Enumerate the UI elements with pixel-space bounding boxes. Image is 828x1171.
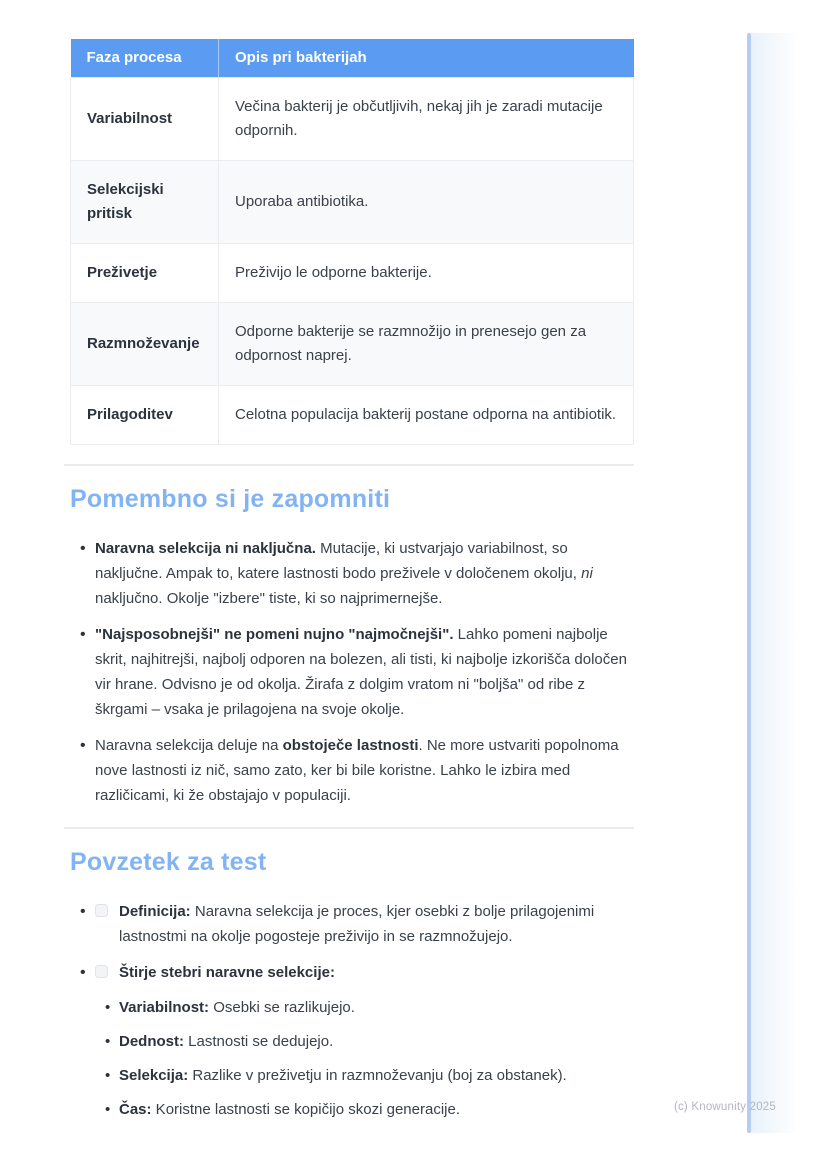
description-cell: Uporaba antibiotika. <box>219 161 634 244</box>
phase-cell: Prilagoditev <box>71 386 219 445</box>
bullet-icon: • <box>80 540 86 557</box>
bullet-icon: • <box>80 903 86 920</box>
table-row <box>71 161 634 244</box>
phase-cell: Selekcijski pritisk <box>71 161 219 244</box>
bullet-item <box>70 733 634 808</box>
bullet-text: Naravna selekcija deluje na obstoječe lastnosti. Ne more ustvariti popolnoma nove lastnosti iz nič, samo zato, ker bi bile koristne. Lahko le izbira med različicami, ki že obstajajo v populaciji. <box>95 737 619 804</box>
sub-bullet-text: Selekcija: Razlike v preživetju in razmnoževanju (boj za obstanek). <box>119 1067 567 1084</box>
pillars-sublist <box>105 996 634 1121</box>
bullet-item <box>70 536 634 611</box>
sub-bullet-text: Variabilnost: Osebki se razlikujejo. <box>119 999 355 1016</box>
bullet-icon: • <box>80 626 86 643</box>
checklist-text: Definicija: Naravna selekcija je proces, kjer osebki z bolje prilagojenimi lastnostmi na okolje pogosteje preživijo in se razmnožujejo. <box>119 903 595 945</box>
sub-bullet-item <box>105 1098 634 1121</box>
section-divider <box>64 827 634 829</box>
phase-cell: Preživetje <box>71 244 219 303</box>
bullet-text: Naravna selekcija ni naključna. Mutacije, ki ustvarjajo variabilnost, so naključne. Ampak to, katere lastnosti bodo preživele v določenem okolju, ni naključno. Okolje "izbere" tiste, ki so najprimernejše. <box>95 540 593 607</box>
copyright-watermark: (c) Knowunity 2025 <box>673 1101 776 1113</box>
checklist-text: Štirje stebri naravne selekcije: <box>119 964 335 981</box>
description-cell: Odporne bakterije se razmnožijo in prenesejo gen za odpornost naprej. <box>219 303 634 386</box>
page-edge-accent-line <box>747 33 751 1133</box>
section-title-important: Pomembno si je zapomniti <box>70 485 391 513</box>
sub-bullet-item <box>105 996 634 1019</box>
table-header-row <box>71 39 634 78</box>
description-cell: Večina bakterij je občutljivih, nekaj jih je zaradi mutacije odpornih. <box>219 78 634 161</box>
checklist-item <box>70 899 634 949</box>
table-row <box>71 386 634 445</box>
section-title-summary: Povzetek za test <box>70 848 267 876</box>
process-table <box>70 39 634 445</box>
table-header-cell-description: Opis pri bakterijah <box>219 39 634 78</box>
table-row <box>71 78 634 161</box>
phase-cell: Razmnoževanje <box>71 303 219 386</box>
description-cell: Celotna populacija bakterij postane odporna na antibiotik. <box>219 386 634 445</box>
bullet-icon: • <box>80 964 86 981</box>
checkbox[interactable] <box>95 965 108 978</box>
summary-checklist <box>70 899 634 1121</box>
table-header-cell-phase: Faza procesa <box>71 39 219 78</box>
table-row <box>71 303 634 386</box>
table-row <box>71 244 634 303</box>
sub-bullet-text: Čas: Koristne lastnosti se kopičijo skozi generacije. <box>119 1101 460 1118</box>
bullet-icon: • <box>105 1033 111 1050</box>
bullet-item <box>70 622 634 722</box>
checklist-item <box>70 960 634 985</box>
page-edge-highlight <box>751 33 796 1133</box>
important-bullet-list <box>70 536 634 808</box>
bullet-text: "Najsposobnejši" ne pomeni nujno "najmočnejši". Lahko pomeni najbolje skrit, najhitrejši, najbolj odporen na bolezen, ali tisti, ki najbolje izkorišča določen vir hrane. Odvisno je od okolja. Žirafa z dolgim vratom ni "boljša" od ribe z škrgami – vsaka je prilagojena na svoje okolje. <box>95 626 627 718</box>
bullet-icon: • <box>105 1067 111 1084</box>
document-page <box>70 0 634 1132</box>
section-divider <box>64 464 634 466</box>
bullet-icon: • <box>105 1101 111 1118</box>
sub-bullet-text: Dednost: Lastnosti se dedujejo. <box>119 1033 334 1050</box>
checkbox[interactable] <box>95 904 108 917</box>
bullet-icon: • <box>80 737 86 754</box>
sub-bullet-item <box>105 1030 634 1053</box>
bullet-icon: • <box>105 999 111 1016</box>
phase-cell: Variabilnost <box>71 78 219 161</box>
description-cell: Preživijo le odporne bakterije. <box>219 244 634 303</box>
sub-bullet-item <box>105 1064 634 1087</box>
